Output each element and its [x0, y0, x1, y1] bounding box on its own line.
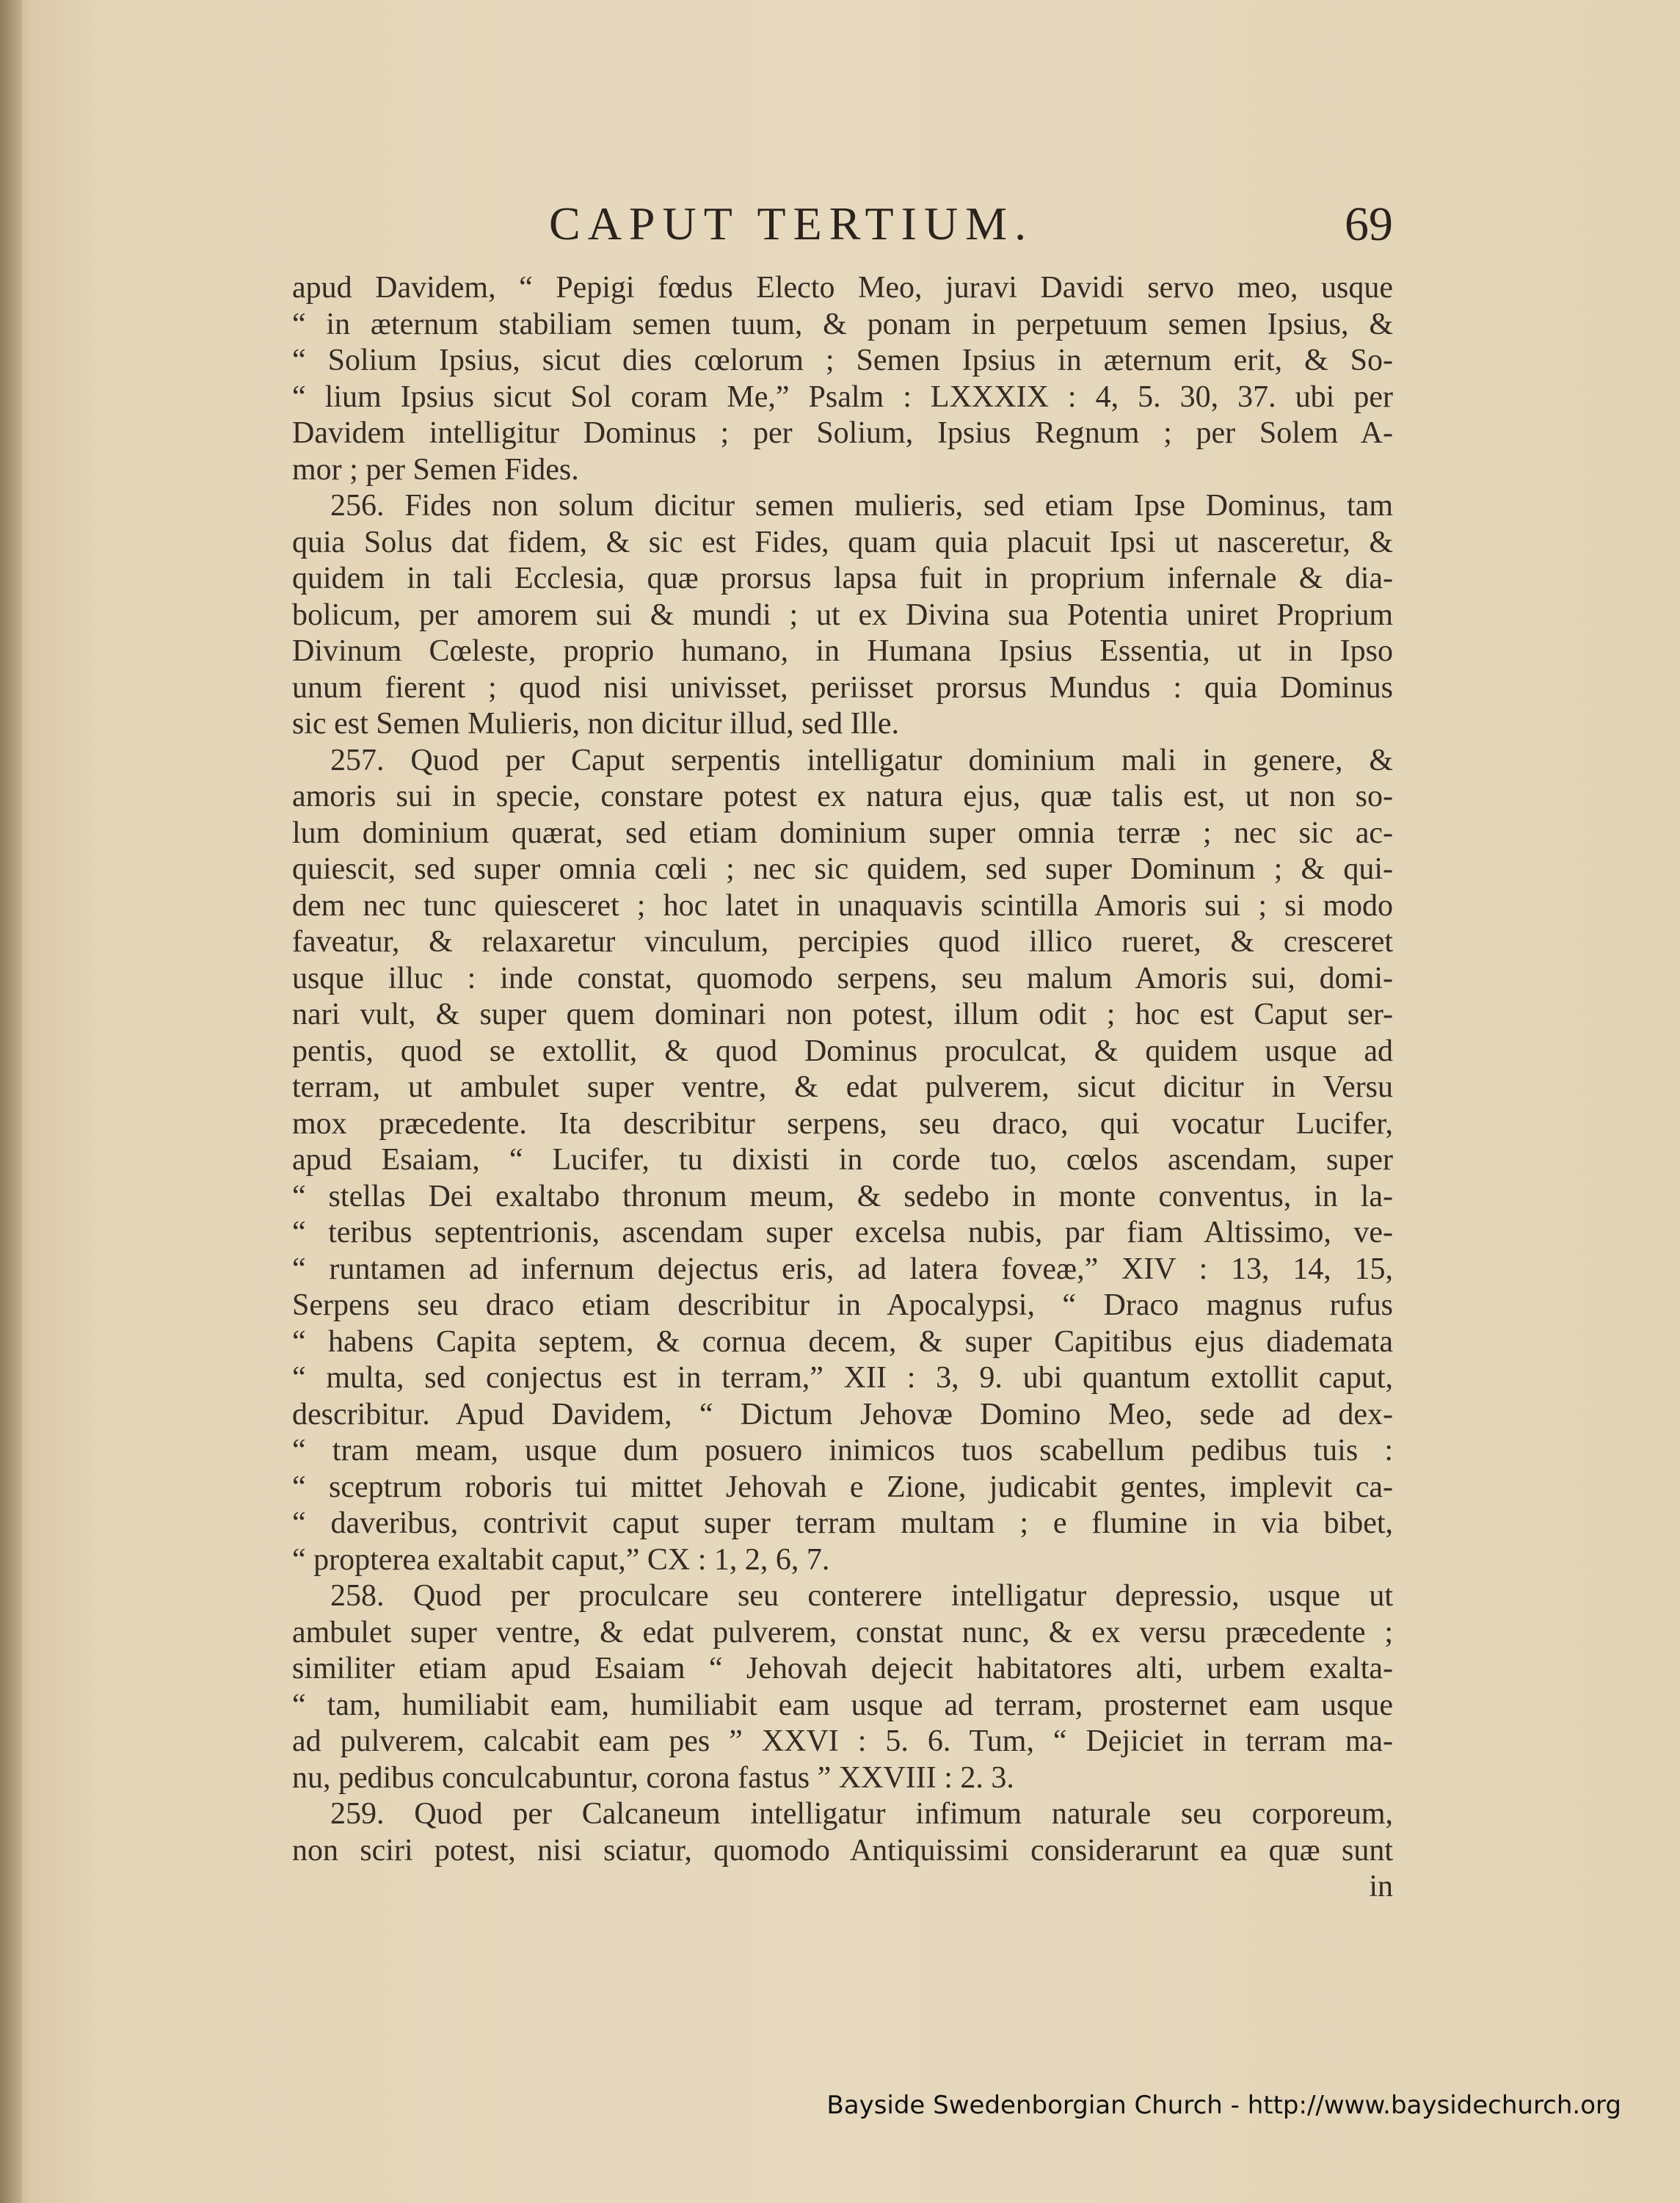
text-line: “ in æternum stabiliam semen tuum, & ponam in perpetuum semen Ipsius, &	[292, 307, 1393, 341]
text-line: “ lium Ipsius sicut Sol coram Me,” Psalm : LXXXIX : 4, 5. 30, 37. ubi per	[292, 380, 1393, 414]
text-line: Divinum Cœleste, proprio humano, in Humana Ipsius Essentia, ut in Ipso	[292, 634, 1393, 668]
text-line: usque illuc : inde constat, quomodo serpens, seu malum Amoris sui, domi-	[292, 961, 1393, 995]
paragraph-259-start: 259. Quod per Calcaneum intelligatur infimum naturale seu corporeum,	[330, 1797, 1393, 1831]
text-line: “ multa, sed conjectus est in terram,” XII : 3, 9. ubi quantum extollit caput,	[292, 1361, 1393, 1395]
text-line: quiescit, sed super omnia cœli ; nec sic quidem, sed super Dominum ; & qui-	[292, 852, 1393, 886]
text-line: pentis, quod se extollit, & quod Dominus proculcat, & quidem usque ad	[292, 1034, 1393, 1068]
running-title: CAPUT TERTIUM.	[549, 197, 1034, 250]
body-text	[292, 270, 1393, 1906]
text-line: mor ; per Semen Fides.	[292, 452, 579, 487]
footer-credit: Bayside Swedenborgian Church - http://www.baysidechurch.org	[826, 2091, 1621, 2120]
text-line: sic est Semen Mulieris, non dicitur illud, sed Ille.	[292, 707, 900, 741]
text-line: “ habens Capita septem, & cornua decem, & super Capitibus ejus diademata	[292, 1324, 1393, 1359]
text-line: terram, ut ambulet super ventre, & edat pulverem, sicut dicitur in Versu	[292, 1070, 1393, 1104]
text-line: “ tam, humiliabit eam, humiliabit eam usque ad terram, prosternet eam usque	[292, 1688, 1393, 1722]
page-header	[549, 197, 1393, 251]
text-line: “ Solium Ipsius, sicut dies cœlorum ; Semen Ipsius in æternum erit, & So-	[292, 344, 1393, 377]
text-line: ad pulverem, calcabit eam pes ” XXVI : 5. 6. Tum, “ Dejiciet in terram ma-	[292, 1724, 1393, 1758]
text-line: amoris sui in specie, constare potest ex natura ejus, quæ talis est, ut non so-	[292, 780, 1393, 813]
text-line: nu, pedibus conculcabuntur, corona fastus ” XXVIII : 2. 3.	[292, 1760, 1014, 1795]
text-line: quidem in tali Ecclesia, quæ prorsus lapsa fuit in proprium infernale & dia-	[292, 562, 1393, 595]
text-line: nari vult, & super quem dominari non potest, illum odit ; hoc est Caput ser-	[292, 998, 1393, 1031]
text-line: Serpens seu draco etiam describitur in Apocalypsi, “ Draco magnus rufus	[292, 1288, 1393, 1322]
text-line: ambulet super ventre, & edat pulverem, constat nunc, & ex versu præcedente ;	[292, 1615, 1393, 1649]
page-number: 69	[1345, 197, 1393, 251]
catchword: in	[1369, 1870, 1393, 1903]
text-line: quia Solus dat fidem, & sic est Fides, quam quia placuit Ipsi ut nasceretur, &	[292, 525, 1393, 559]
text-line: similiter etiam apud Esaiam “ Jehovah dejecit habitatores alti, urbem exalta-	[292, 1652, 1393, 1685]
text-line: non sciri potest, nisi sciatur, quomodo Antiquissimi considerarunt ea quæ sunt	[292, 1833, 1393, 1868]
text-line: apud Esaiam, “ Lucifer, tu dixisti in corde tuo, cœlos ascendam, super	[292, 1143, 1393, 1177]
text-line: “ teribus septentrionis, ascendam super excelsa nubis, par fiam Altissimo, ve-	[292, 1216, 1393, 1249]
text-line: “ sceptrum roboris tui mittet Jehovah e Zione, judicabit gentes, implevit ca-	[292, 1470, 1393, 1504]
text-line: apud Davidem, “ Pepigi fœdus Electo Meo, juravi Davidi servo meo, usque	[292, 271, 1393, 305]
text-line: describitur. Apud Davidem, “ Dictum Jehovæ Domino Meo, sede ad dex-	[292, 1397, 1393, 1431]
text-line: “ tram meam, usque dum posuero inimicos tuos scabellum pedibus tuis :	[292, 1434, 1393, 1467]
text-line: “ stellas Dei exaltabo thronum meum, & sedebo in monte conventus, in la-	[292, 1179, 1393, 1213]
page-spine-shadow	[0, 0, 22, 2203]
paragraph-257-start: 257. Quod per Caput serpentis intelligatur dominium mali in genere, &	[330, 743, 1393, 777]
text-line: bolicum, per amorem sui & mundi ; ut ex Divina sua Potentia uniret Proprium	[292, 598, 1393, 632]
text-line: dem nec tunc quiesceret ; hoc latet in unaquavis scintilla Amoris sui ; si modo	[292, 888, 1393, 923]
text-line: mox præcedente. Ita describitur serpens, seu draco, qui vocatur Lucifer,	[292, 1106, 1393, 1141]
text-line: “ propterea exaltabit caput,” CX : 1, 2, 6, 7.	[292, 1542, 830, 1577]
text-line: “ daveribus, contrivit caput super terram multam ; e flumine in via bibet,	[292, 1506, 1393, 1540]
text-line: Davidem intelligitur Dominus ; per Solium, Ipsius Regnum ; per Solem A-	[292, 416, 1393, 450]
text-line: unum fierent ; quod nisi univisset, periisset prorsus Mundus : quia Dominus	[292, 670, 1393, 705]
text-line: lum dominium quærat, sed etiam dominium super omnia terræ ; nec sic ac-	[292, 816, 1393, 850]
paragraph-256-start: 256. Fides non solum dicitur semen mulieris, sed etiam Ipse Dominus, tam	[330, 489, 1393, 523]
paragraph-258-start: 258. Quod per proculcare seu conterere intelligatur depressio, usque ut	[330, 1579, 1393, 1613]
text-line: “ runtamen ad infernum dejectus eris, ad latera foveæ,” XIV : 13, 14, 15,	[292, 1252, 1393, 1286]
text-line: faveatur, & relaxaretur vinculum, percipies quod illico rueret, & cresceret	[292, 925, 1393, 959]
